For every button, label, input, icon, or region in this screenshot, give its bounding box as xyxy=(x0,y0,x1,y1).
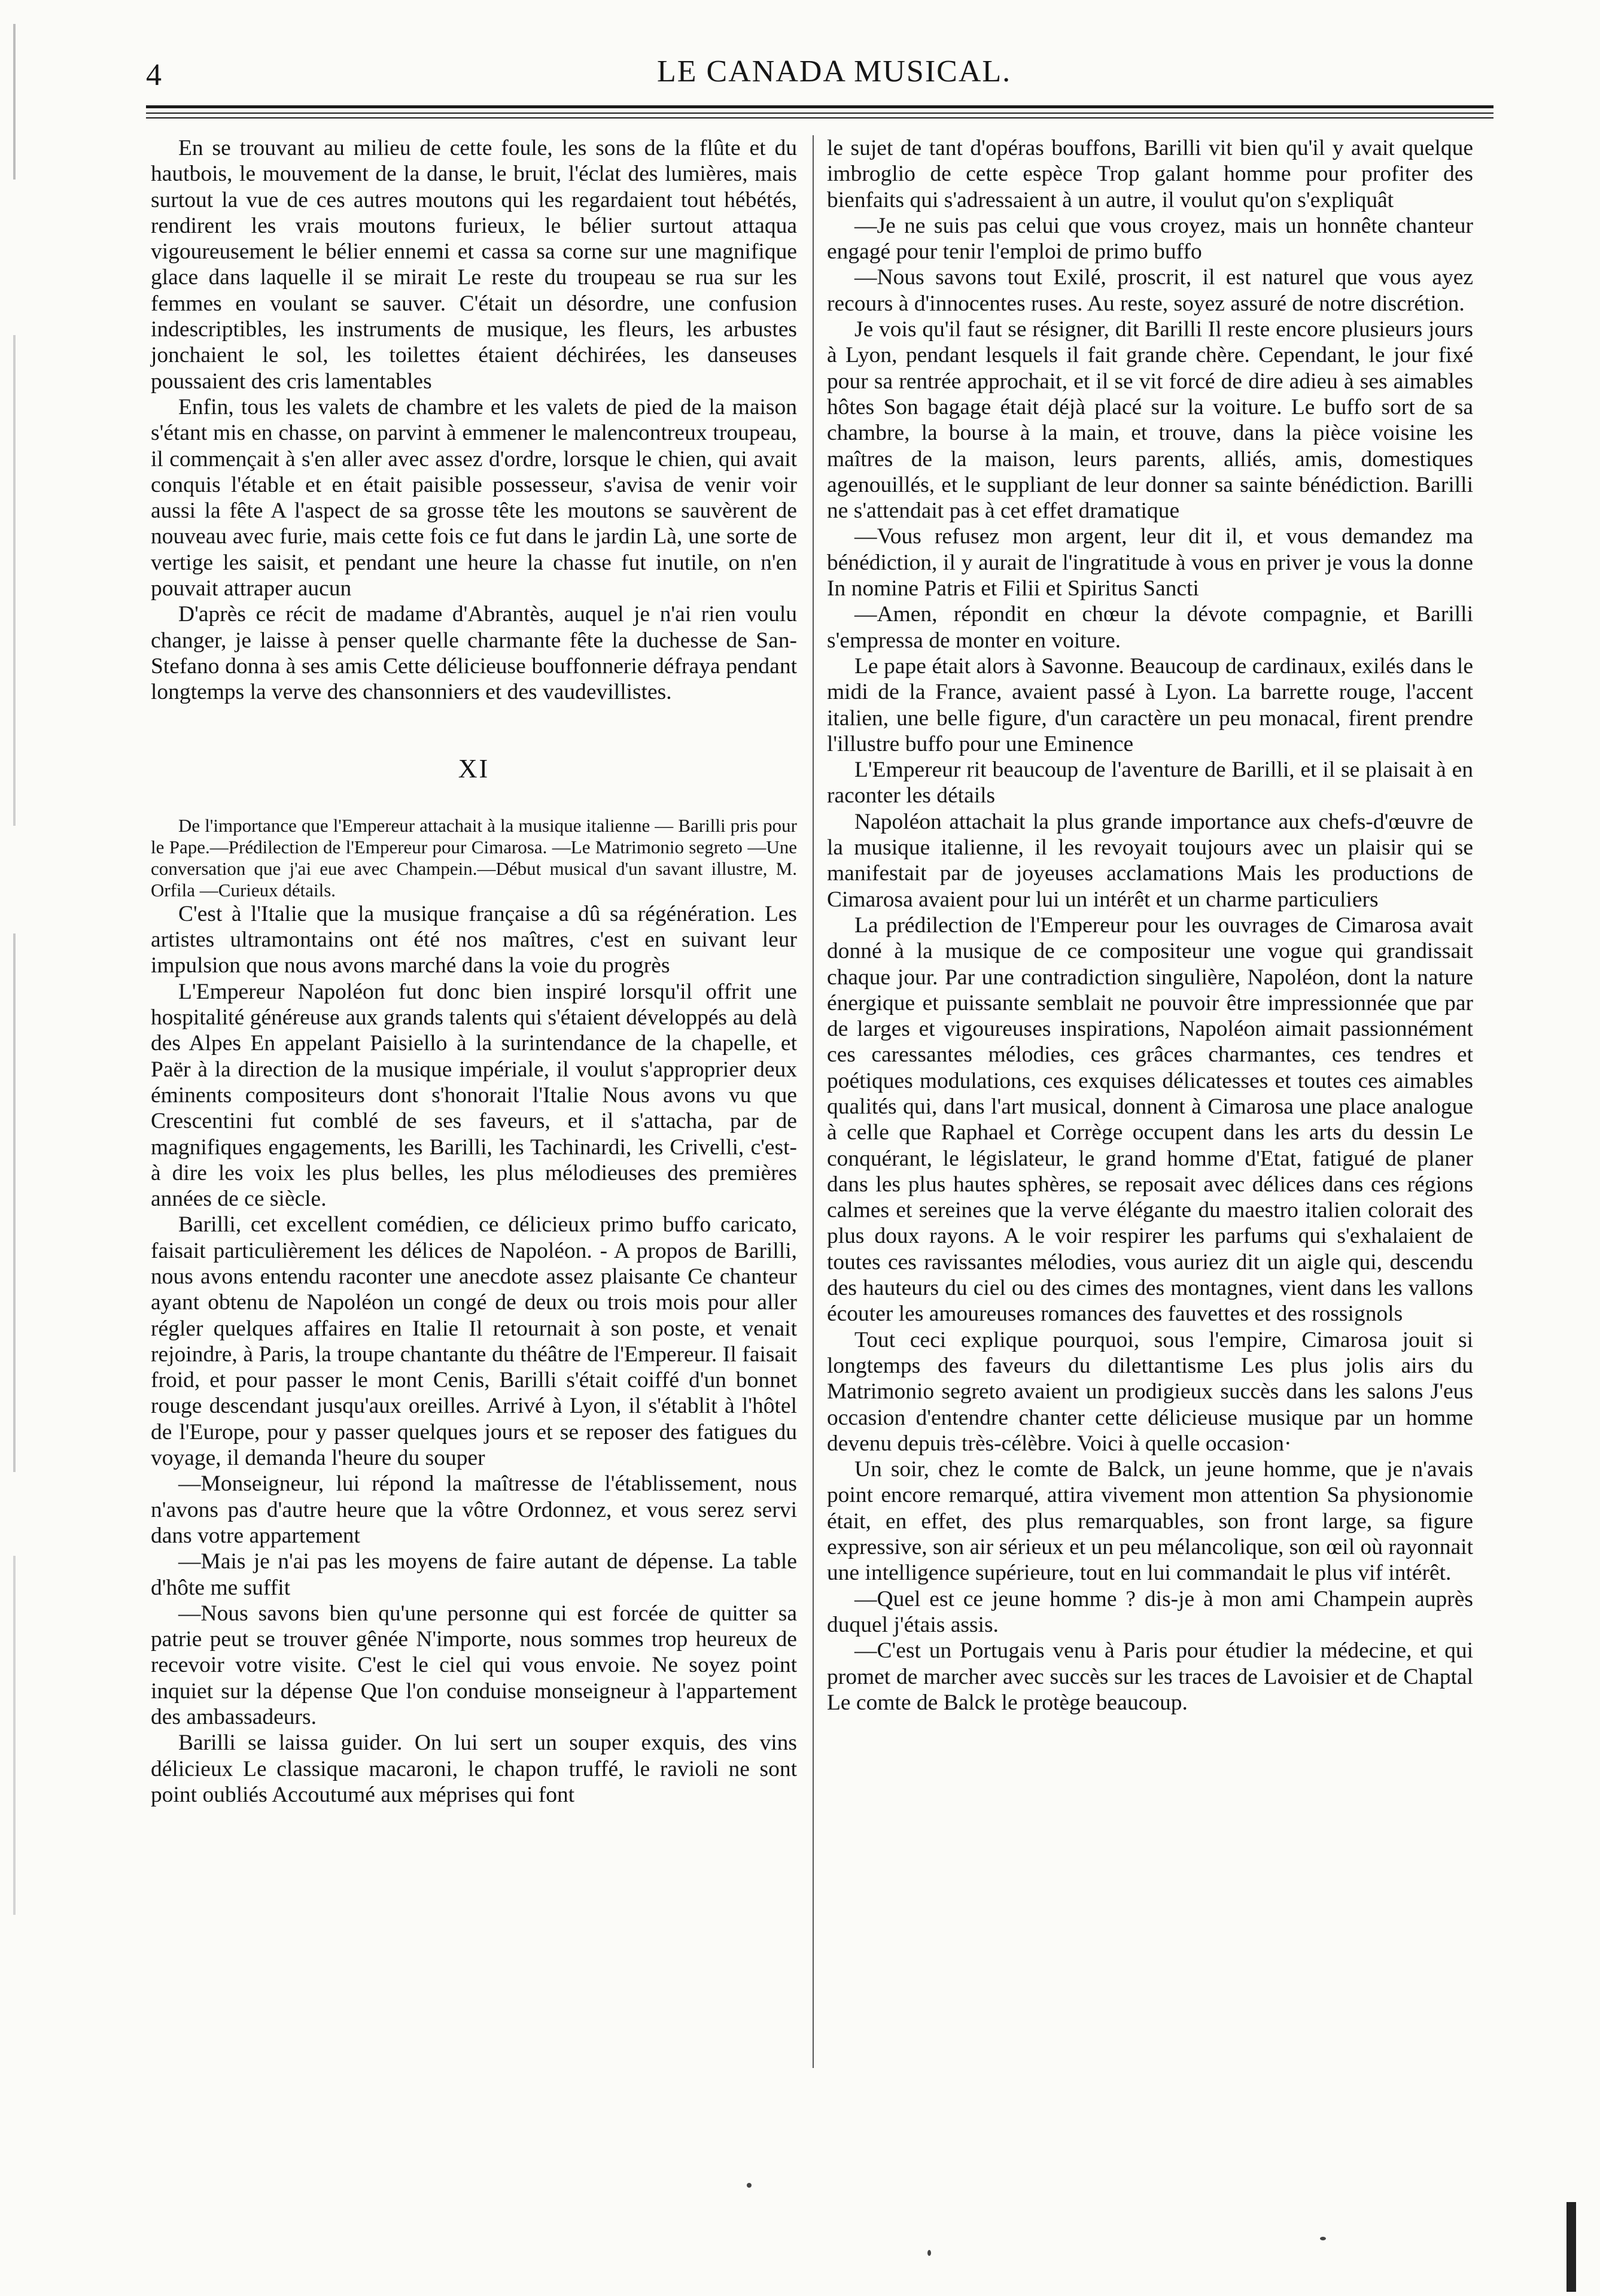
column-divider xyxy=(813,135,814,2068)
dialogue-paragraph: —Nous savons tout Exilé, proscrit, il est naturel que vous ayez recours à d'innocentes ruses. Au reste, soyez assuré de notre discrétion. xyxy=(827,265,1473,316)
paragraph: L'Empereur Napoléon fut donc bien inspiré lorsqu'il offrit une hospitalité généreuse aux grands talents qui s'étaient développés au delà des Alpes En appelant Paisiello à la surintendance de la chapelle, et Paër à la direction de la musique impériale, il voulut s'approprier deux éminents compositeurs dont s'honorait l'Italie Nous avons vu que Crescentini fut comblé de ses faveurs, et il s'attacha, par de magnifiques engagements, les Barilli, les Tachinardi, les Crivelli, c'est-à dire les voix les plus belles, les plus mélodieuses des premières années de ce siècle. xyxy=(151,979,797,1212)
dialogue-paragraph: —Amen, répondit en chœur la dévote compagnie, et Barilli s'empressa de monter en voiture. xyxy=(827,602,1473,653)
paragraph: Barilli se laissa guider. On lui sert un souper exquis, des vins délicieux Le classique macaroni, le chapon truffé, le ravioli ne sont point oubliés Accoutumé aux méprises qui font xyxy=(151,1731,797,1807)
scan-speck xyxy=(747,2183,752,2188)
paragraph: L'Empereur rit beaucoup de l'aventure de Barilli, et il se plaisait à en raconter les détails xyxy=(827,758,1473,808)
scan-edge-blot xyxy=(1566,2202,1576,2292)
paragraph: Le pape était alors à Savonne. Beaucoup de cardinaux, exilés dans le midi de la France, avaient passé à Lyon. La barrette rouge, l'accent italien, une belle figure, d'un caractère un peu monacal, firent prendre l'illustre buffo pour une Eminence xyxy=(827,653,1473,756)
paragraph: Je vois qu'il faut se résigner, dit Barilli Il reste encore plusieurs jours à Lyon, pendant lesquels il fait grande chère. Cependant, le jour fixé pour sa rentrée approchait, et il se vit forcé de dire adieu à ses aimables hôtes Son bagage était déjà placé sur la voiture. Le buffo sort de sa chambre, la bourse à la main, et trouve, dans la pièce voisine les maîtres de la maison, leurs parents, alliés, amis, domestiques agenouillés, et le suppliant de leur donner sa sainte bénédiction. Barilli ne s'attendait pas à cet effet dramatique xyxy=(827,317,1473,524)
paragraph: D'après ce récit de madame d'Abrantès, auquel je n'ai rien voulu changer, je laisse à penser quelle charmante fête la duchesse de San-Stefano donna à ses amis Cette délicieuse bouffonnerie défraya pendant longtemps la verve des chansonniers et des vaudevillistes. xyxy=(151,602,797,705)
paragraph: En se trouvant au milieu de cette foule, les sons de la flûte et du hautbois, le mouvement de la danse, le bruit, l'éclat des lumières, mais surtout la vue de ces autres moutons qui les regardaient tout hébétés, rendirent les vrais moutons furieux, le bélier surtout attaqua vigoureusement le bélier ennemi et cassa sa corne sur une magnifique glace dans laquelle il se mirait Le reste du troupeau se rua sur les femmes en voulant se sauver. C'était un désordre, une confusion indescriptibles, les instruments de musique, les fleurs, les arbustes jonchaient le sol, les toilettes étaient déchirées, les danseuses poussaient des cris lamentables xyxy=(151,136,797,394)
header-rule-thin xyxy=(146,112,1493,114)
dialogue-paragraph: —Vous refusez mon argent, leur dit il, et vous demandez ma bénédiction, il y aurait de l'ingratitude à vous en priver je vous la donne In nomine Patris et Filii et Spiritus Sancti xyxy=(827,524,1473,601)
paragraph: Un soir, chez le comte de Balck, un jeune homme, que je n'avais point encore remarqué, attira vivement mon attention Sa physionomie était, en effet, des plus remarquables, son front large, sa figure expressive, son air sérieux et un peu mélancolique, son œil où rayonnait une intelligence supérieure, tout en lui commandait le plus vif intérêt. xyxy=(827,1457,1473,1586)
paragraph: La prédilection de l'Empereur pour les ouvrages de Cimarosa avait donné à la musique de ce compositeur une vogue qui grandissait chaque jour. Par une contradiction singulière, Napoléon, dont la nature énergique et puissante semblait ne pouvoir être impressionnée que par de larges et vigoureuses inspirations, Napoléon aimait passionnément ces caressantes mélodies, ces grâces charmantes, ces tendres et poétiques modulations, ces exquises délicatesses et toutes ces aimables qualités qui, dans l'art musical, donnent à Cimarosa une place analogue à celle que Raphael et Corrège occupent dans les arts du dessin Le conquérant, le législateur, le grand homme d'Etat, fatigué de planer dans les plus hautes sphères, se reposait avec délices dans ces régions calmes et sereines que la verve élégante du maestro italien colorait des plus doux rayons. A le voir respirer les parfums qui s'exhalaient de toutes ces ravissantes mélodies, vous auriez dit un aigle qui, descendu des hauteurs du ciel ou des cimes des montagnes, vient dans les vallons écouter les amoureuses romances des fauvettes et des rossignols xyxy=(827,913,1473,1327)
dialogue-paragraph: —C'est un Portugais venu à Paris pour étudier la médecine, et qui promet de marcher avec succès sur les traces de Lavoisier et de Chaptal Le comte de Balck le protège beaucoup. xyxy=(827,1638,1473,1715)
scan-speck xyxy=(1320,2237,1326,2240)
header-rule-thin-2 xyxy=(146,117,1493,118)
dialogue-paragraph: —Nous savons bien qu'une personne qui est forcée de quitter sa patrie peut se trouver gênée N'importe, nous sommes trop heureux de recevoir votre visite. C'est le ciel qui vous envoie. Ne soyez point inquiet sur la dépense Que l'on conduise monseigneur à l'appartement des ambassadeurs. xyxy=(151,1601,797,1730)
paragraph: Barilli, cet excellent comédien, ce délicieux primo buffo caricato, faisait particulièrement les délices de Napoléon. - A propos de Barilli, nous avons entendu raconter une anecdote assez plaisante Ce chanteur ayant obtenu de Napoléon un congé de deux ou trois mois pour aller régler quelques affaires en Italie Il retournait à son poste, et venait rejoindre, à Paris, la troupe chantante du théâtre de l'Empereur. Il faisait froid, et pour passer le mont Cenis, Barilli s'était coiffé d'un bonnet rouge descendant jusqu'aux oreilles. Arrivé à Lyon, il s'établit à l'hôtel de l'Europe, pour y passer quelques jours et se reposer des fatigues du voyage, il demanda l'heure du souper xyxy=(151,1212,797,1471)
paragraph: C'est à l'Italie que la musique française a dû sa régénération. Les artistes ultramontains ont été nos maîtres, c'est en suivant leur impulsion que nous avons marché dans la voie du progrès xyxy=(151,901,797,978)
scan-speck xyxy=(927,2250,931,2256)
scan-margin-left xyxy=(0,0,66,2296)
paragraph: Tout ceci explique pourquoi, sous l'empire, Cimarosa jouit si longtemps des faveurs du dilettantisme Les plus jolis airs du Matrimonio segreto avaient un prodigieux succès dans les salons J'eus occasion d'entendre chanter cette délicieuse musique par un homme devenu depuis très-célèbre. Voici à quelle occasion· xyxy=(827,1327,1473,1456)
running-title: LE CANADA MUSICAL. xyxy=(657,54,1012,89)
dialogue-paragraph: —Quel est ce jeune homme ? dis-je à mon ami Champein auprès duquel j'étais assis. xyxy=(827,1586,1473,1637)
dialogue-paragraph: —Je ne suis pas celui que vous croyez, mais un honnête chanteur engagé pour tenir l'emploi de primo buffo xyxy=(827,213,1473,264)
left-column xyxy=(151,135,797,1808)
chapter-summary: De l'importance que l'Empereur attachait à la musique italienne — Barilli pris pour le Pape.—Prédilection de l'Empereur pour Cimarosa. —Le Matrimonio segreto —Une conversation que j'ai eue avec Champein.—Début musical d'un savant illustre, M. Orfila —Curieux détails. xyxy=(151,814,797,901)
paragraph: Napoléon attachait la plus grande importance aux chefs-d'œuvre de la musique italienne, il les revoyait toujours avec un plaisir qui se manifestait par de joyeuses acclamations Mais les productions de Cimarosa avaient pour lui un intérêt et un charme particuliers xyxy=(827,809,1473,912)
chapter-heading: XI xyxy=(458,753,490,783)
dialogue-paragraph: —Mais je n'ai pas les moyens de faire autant de dépense. La table d'hôte me suffit xyxy=(151,1549,797,1600)
page-number: 4 xyxy=(146,58,162,92)
paragraph: Enfin, tous les valets de chambre et les valets de pied de la maison s'étant mis en chasse, on parvint à emmener le malencontreux troupeau, il commençait à s'en aller avec assez d'ordre, lorsque le chien, qui avait conquis l'étable et en était paisible possesseur, s'avisa de venir voir aussi la fête A l'aspect de sa grosse tête les moutons se sauvèrent de nouveau avec furie, mais cette fois ce fut dans le jardin Là, une sorte de vertige les saisit, et pendant une heure la chasse fut inutile, on n'en pouvait attraper aucun xyxy=(151,394,797,601)
paragraph: le sujet de tant d'opéras bouffons, Barilli vit bien qu'il y avait quelque imbroglio de cette espèce Trop galant homme pour profiter des bienfaits qui s'adressaient à un autre, il voulut qu'on s'expliquât xyxy=(827,136,1473,212)
dialogue-paragraph: —Monseigneur, lui répond la maîtresse de l'établissement, nous n'avons pas d'autre heure que la vôtre Ordonnez, et vous serez servi dans votre appartement xyxy=(151,1471,797,1548)
right-column xyxy=(827,135,1473,1716)
header-rule-thick xyxy=(146,105,1493,108)
